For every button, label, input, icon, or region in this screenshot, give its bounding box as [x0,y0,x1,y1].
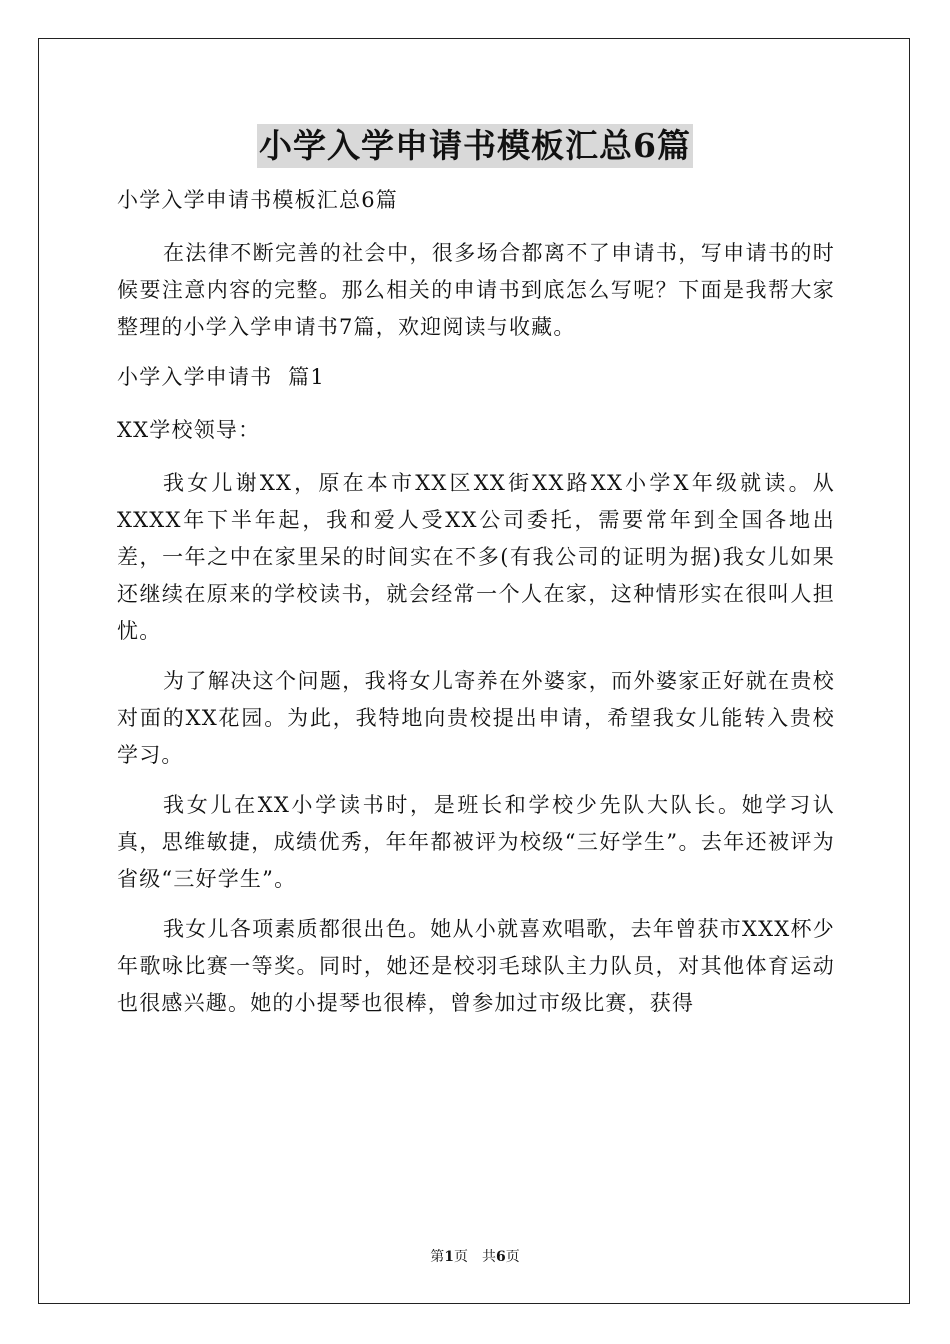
document-body [117,182,835,1035]
intro-paragraph: 在法律不断完善的社会中，很多场合都离不了申请书，写申请书的时候要注意内容的完整。那么相关的申请书到底怎么写呢？下面是我帮大家整理的小学入学申请书7篇，欢迎阅读与收藏。 [117,241,835,339]
total-pages-prefix: 共 [482,1249,496,1265]
document-title: 小学入学申请书模板汇总6篇 [257,124,693,168]
total-page-count: 6 [496,1249,506,1265]
body-paragraph: 我女儿各项素质都很出色。她从小就喜欢唱歌，去年曾获市XXX杯少年歌咏比赛一等奖。同时，她还是校羽毛球队主力队员，对其他体育运动也很感兴趣。她的小提琴也很棒，曾参加过市级比赛，获得 [117,917,835,1015]
body-paragraph: 我女儿在XX小学读书时，是班长和学校少先队大队长。她学习认真，思维敏捷，成绩优秀，年年都被评为校级“三好学生”。去年还被评为省级“三好学生”。 [117,793,835,891]
page-number-suffix: 页 [454,1249,468,1265]
section-heading: 小学入学申请书 篇1 [117,365,325,389]
body-paragraph: 为了解决这个问题，我将女儿寄养在外婆家，而外婆家正好就在贵校对面的XX花园。为此，我特地向贵校提出申请，希望我女儿能转入贵校学习。 [117,669,835,767]
total-pages-suffix: 页 [505,1249,520,1265]
page-number-prefix: 第 [430,1249,445,1265]
page-footer [0,1247,950,1267]
title-container [0,124,950,168]
salutation: XX学校领导： [117,418,261,442]
current-page-number: 1 [444,1249,454,1265]
body-paragraph: 我女儿谢XX，原在本市XX区XX街XX路XX小学X年级就读。从XXXX年下半年起，我和爱人受XX公司委托，需要常年到全国各地出差，一年之中在家里呆的时间实在不多(有我公司的证明为据)我女儿如果还继续在原来的学校读书，就会经常一个人在家，这种情形实在很叫人担忧。 [117,471,835,643]
document-subtitle: 小学入学申请书模板汇总6篇 [117,188,398,212]
